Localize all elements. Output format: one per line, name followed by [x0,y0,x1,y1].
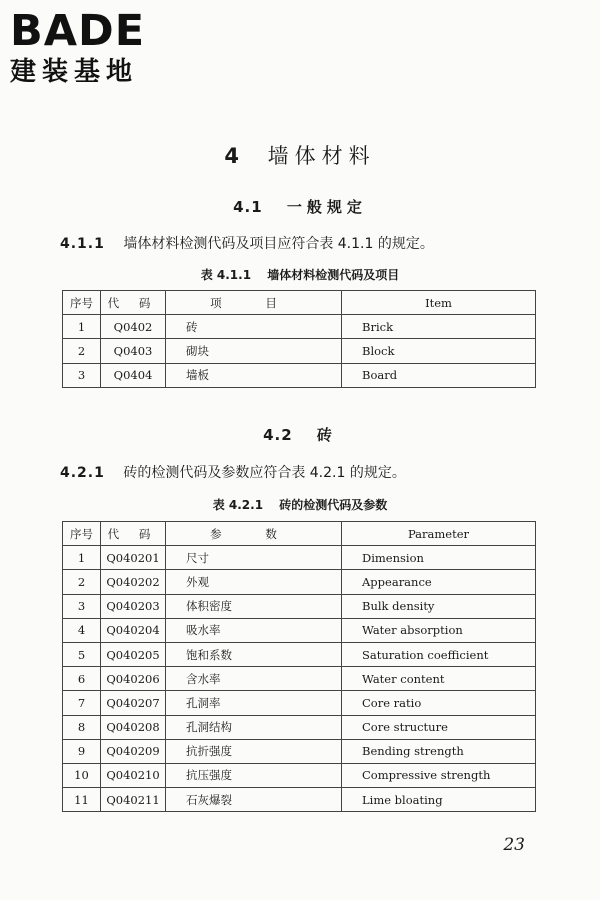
clause-4-1-1 [60,233,434,253]
table-row [63,715,536,739]
cell-code: Q0402 [101,315,166,339]
header-item-en: Item [342,291,536,315]
cell-parameter-en: Saturation coefficient [342,642,536,666]
cell-parameter-cn: 抗压强度 [166,763,342,787]
logo-wordmark: BADE [10,6,146,56]
clause-number: 4.1.1 [60,236,105,252]
section-number: 4.1 [233,198,263,216]
table-row [63,739,536,763]
table-caption-number: 表 4.2.1 [212,498,264,512]
clause-4-2-1 [60,462,406,482]
chapter-number: 4 [224,144,245,168]
cell-serial: 2 [63,339,101,363]
cell-parameter-en: Bending strength [342,739,536,763]
header-serial: 序号 [63,291,101,315]
table-caption-4-1-1 [0,266,600,283]
header-parameter-en: Parameter [342,522,536,546]
cell-parameter-en: Dimension [342,546,536,570]
header-serial: 序号 [63,522,101,546]
cell-parameter-en: Water absorption [342,618,536,642]
cell-code: Q0404 [101,363,166,387]
cell-code: Q040209 [101,739,166,763]
table-row [63,618,536,642]
cell-serial: 3 [63,594,101,618]
page-number: 23 [503,835,525,855]
cell-serial: 5 [63,642,101,666]
table-4-2-1 [62,521,536,812]
cell-parameter-cn: 吸水率 [166,618,342,642]
cell-item-cn: 砖 [166,315,342,339]
clause-text: 砖的检测代码及参数应符合表 4.2.1 的规定。 [123,465,406,481]
table-row [63,594,536,618]
cell-code: Q040204 [101,618,166,642]
cell-code: Q040205 [101,642,166,666]
cell-serial: 9 [63,739,101,763]
cell-parameter-cn: 含水率 [166,667,342,691]
cell-code: Q040208 [101,715,166,739]
clause-number: 4.2.1 [60,465,105,481]
cell-code: Q040207 [101,691,166,715]
section-heading-4-2 [0,424,600,445]
cell-code: Q040202 [101,570,166,594]
table-caption-4-2-1 [0,496,600,513]
cell-serial: 7 [63,691,101,715]
table-row [63,570,536,594]
cell-parameter-en: Lime bloating [342,788,536,812]
chapter-title [0,140,600,170]
cell-serial: 1 [63,546,101,570]
table-row [63,763,536,787]
table-caption-number: 表 4.1.1 [200,268,252,282]
cell-parameter-en: Appearance [342,570,536,594]
cell-parameter-cn: 孔洞结构 [166,715,342,739]
table-row [63,546,536,570]
cell-code: Q040201 [101,546,166,570]
section-title: 砖 [316,426,337,444]
cell-item-en: Brick [342,315,536,339]
header-parameter-cn: 参 数 [166,522,342,546]
chapter-name: 墙体材料 [267,144,376,168]
cell-code: Q040211 [101,788,166,812]
header-code: 代 码 [101,522,166,546]
table-header-row [63,291,536,315]
cell-item-cn: 墙板 [166,363,342,387]
clause-text: 墙体材料检测代码及项目应符合表 4.1.1 的规定。 [123,236,434,252]
table-row [63,788,536,812]
header-item-cn: 项 目 [166,291,342,315]
table-row [63,315,536,339]
cell-parameter-cn: 孔洞率 [166,691,342,715]
cell-parameter-cn: 抗折强度 [166,739,342,763]
cell-serial: 6 [63,667,101,691]
table-header-row [63,522,536,546]
cell-parameter-cn: 体积密度 [166,594,342,618]
table-row [63,691,536,715]
section-number: 4.2 [263,426,293,444]
logo-subtitle: 建装基地 [10,57,139,87]
cell-code: Q040203 [101,594,166,618]
cell-serial: 3 [63,363,101,387]
cell-item-en: Board [342,363,536,387]
section-title: 一般规定 [286,198,367,216]
cell-serial: 10 [63,763,101,787]
cell-parameter-en: Water content [342,667,536,691]
cell-parameter-cn: 石灰爆裂 [166,788,342,812]
cell-code: Q040206 [101,667,166,691]
cell-serial: 8 [63,715,101,739]
section-heading-4-1 [0,196,600,217]
cell-code: Q040210 [101,763,166,787]
table-row [63,339,536,363]
table-row [63,667,536,691]
cell-code: Q0403 [101,339,166,363]
cell-serial: 11 [63,788,101,812]
table-row [63,642,536,666]
table-caption-title: 墙体材料检测代码及项目 [267,268,400,282]
cell-serial: 2 [63,570,101,594]
cell-parameter-en: Core structure [342,715,536,739]
table-4-1-1 [62,290,536,388]
table-caption-title: 砖的检测代码及参数 [279,498,388,512]
cell-parameter-cn: 饱和系数 [166,642,342,666]
cell-parameter-en: Core ratio [342,691,536,715]
cell-serial: 1 [63,315,101,339]
cell-item-cn: 砌块 [166,339,342,363]
logo [10,6,180,88]
cell-serial: 4 [63,618,101,642]
cell-parameter-cn: 外观 [166,570,342,594]
cell-parameter-cn: 尺寸 [166,546,342,570]
table-row [63,363,536,387]
header-code: 代 码 [101,291,166,315]
cell-parameter-en: Compressive strength [342,763,536,787]
cell-item-en: Block [342,339,536,363]
cell-parameter-en: Bulk density [342,594,536,618]
